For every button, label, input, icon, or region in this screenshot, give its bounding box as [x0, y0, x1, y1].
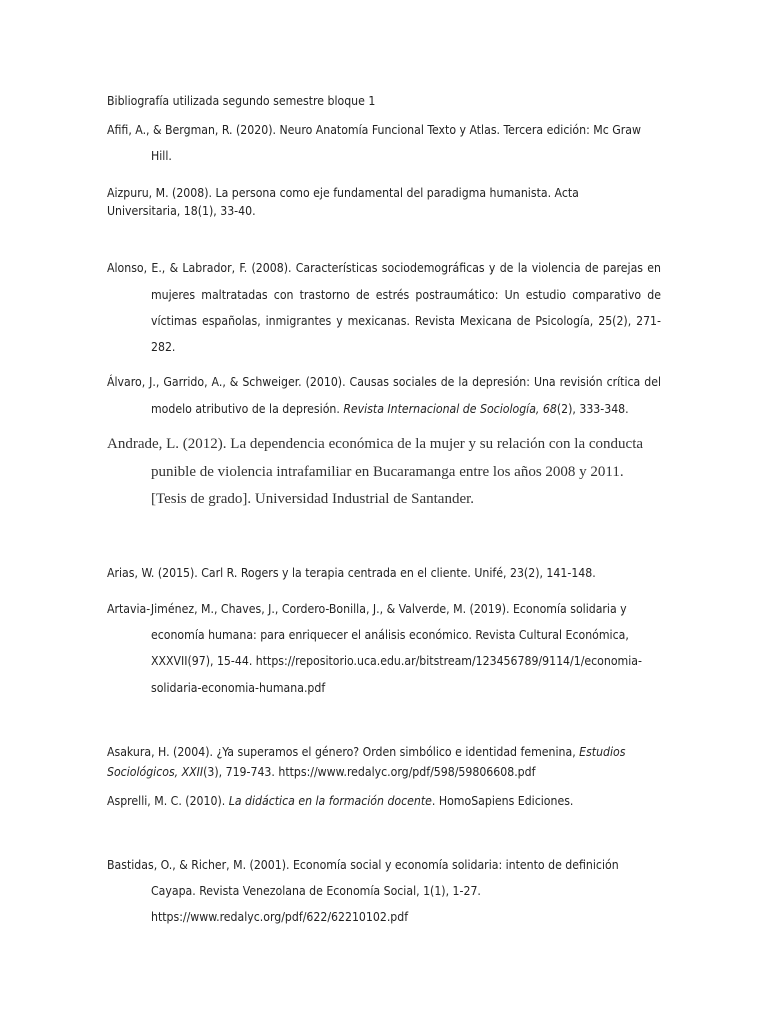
- reference-asakura-journal-2: Sociológicos, XXII: [107, 765, 204, 779]
- reference-alvaro-line-2: [151, 403, 629, 415]
- reference-asakura-line-2: [107, 766, 535, 778]
- reference-alvaro-issue: (2), 333-348.: [556, 402, 629, 416]
- reference-alonso-line-3: víctimas españolas, inmigrantes y mexicanas. Revista Mexicana de Psicología, 25(2), 271-: [151, 314, 661, 328]
- reference-asprelli-line-1: [107, 795, 573, 807]
- reference-alonso-line-2: mujeres maltratadas con trastorno de estrés postraumático: Un estudio comparativo de: [151, 288, 661, 302]
- reference-artavia-line-4: solidaria-economia-humana.pdf: [151, 681, 326, 695]
- reference-asprelli-title: La didáctica en la formación docente: [228, 794, 432, 808]
- reference-andrade-line-3: [Tesis de grado]. Universidad Industrial de Santander.: [151, 491, 475, 507]
- reference-andrade-line-2: punible de violencia intrafamiliar en Bucaramanga entre los años 2008 y 2011.: [151, 464, 624, 480]
- reference-arias-line-1: Arias, W. (2015). Carl R. Rogers y la terapia centrada en el cliente. Unifé, 23(2), 141-148.: [107, 566, 596, 580]
- reference-alvaro-journal: Revista Internacional de Sociología, 68: [343, 402, 557, 416]
- reference-bastidas-line-3: https://www.redalyc.org/pdf/622/62210102.pdf: [151, 910, 409, 924]
- reference-aizpuru-line-1: Aizpuru, M. (2008). La persona como eje fundamental del paradigma humanista. Acta: [107, 186, 579, 200]
- reference-afifi-line-1: Afifi, A., & Bergman, R. (2020). Neuro Anatomía Funcional Texto y Atlas. Tercera edición: Mc Graw: [107, 123, 641, 137]
- reference-bastidas-line-1: Bastidas, O., & Richer, M. (2001). Economía social y economía solidaria: intento de definición: [107, 858, 619, 872]
- bibliography-heading: Bibliografía utilizada segundo semestre bloque 1: [107, 94, 376, 108]
- reference-artavia-line-3: XXXVII(97), 15-44. https://repositorio.uca.edu.ar/bitstream/123456789/9114/1/economia-: [151, 654, 642, 668]
- reference-alvaro-line-1: Álvaro, J., Garrido, A., & Schweiger. (2010). Causas sociales de la depresión: Una revisión crítica del: [107, 375, 661, 389]
- reference-aizpuru-line-2: Universitaria, 18(1), 33-40.: [107, 204, 256, 218]
- reference-alvaro-text: modelo atributivo de la depresión.: [151, 402, 344, 416]
- reference-asakura-journal-1: Estudios: [579, 745, 626, 759]
- reference-asakura-issue: (3), 719-743. https://www.redalyc.org/pdf/598/59806608.pdf: [203, 765, 536, 779]
- reference-asakura-text: Asakura, H. (2004). ¿Ya superamos el género? Orden simbólico e identidad femenina,: [107, 745, 580, 759]
- reference-asprelli-publisher: . HomoSapiens Ediciones.: [431, 794, 574, 808]
- reference-artavia-line-2: economía humana: para enriquecer el análisis económico. Revista Cultural Económica,: [151, 628, 629, 642]
- reference-andrade-line-1: Andrade, L. (2012). La dependencia económica de la mujer y su relación con la conducta: [107, 436, 644, 452]
- reference-alonso-line-4: 282.: [151, 340, 176, 354]
- reference-afifi-line-2: Hill.: [151, 149, 172, 163]
- reference-asprelli-author: Asprelli, M. C. (2010).: [107, 794, 229, 808]
- reference-asakura-line-1: [107, 746, 625, 758]
- reference-bastidas-line-2: Cayapa. Revista Venezolana de Economía Social, 1(1), 1-27.: [151, 884, 481, 898]
- reference-alonso-line-1: Alonso, E., & Labrador, F. (2008). Características sociodemográficas y de la violencia de parejas en: [107, 261, 661, 275]
- reference-artavia-line-1: Artavia-Jiménez, M., Chaves, J., Cordero-Bonilla, J., & Valverde, M. (2019). Economía solidaria y: [107, 602, 627, 616]
